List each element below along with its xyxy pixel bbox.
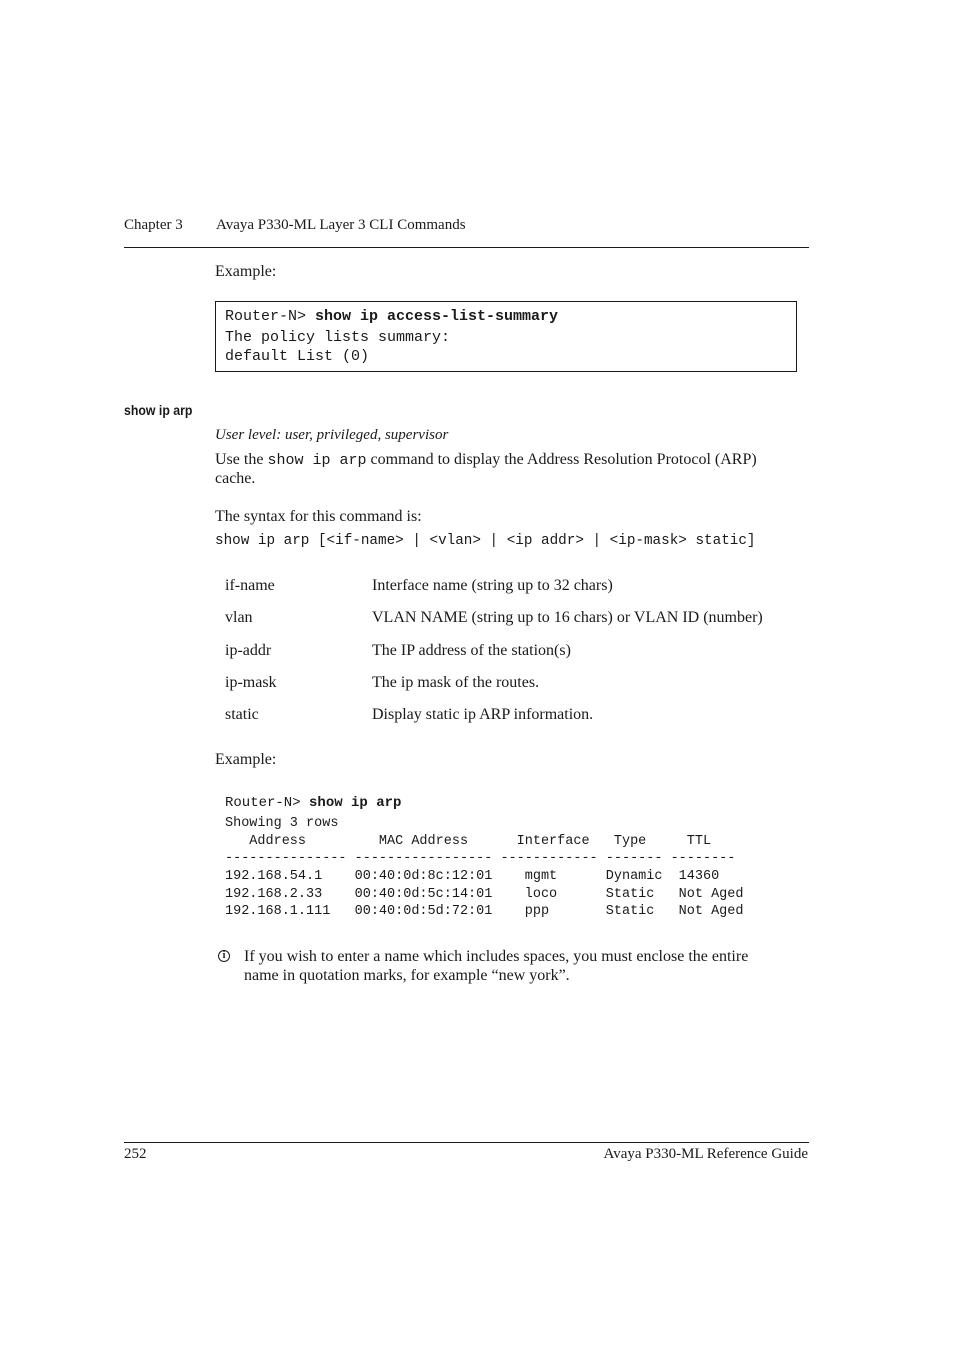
arp-command-line [225, 795, 401, 811]
arp-output-row: 192.168.54.1 00:40:0d:8c:12:01 mgmt Dynamic 14360 [225, 869, 720, 884]
param-name: ip-mask [225, 674, 277, 691]
header-rule [124, 247, 809, 248]
note-line1: If you wish to enter a name which includes spaces, you must enclose the entire [244, 948, 749, 965]
code-prompt: Router-N> [225, 795, 310, 811]
code-command: show ip access-list-summary [315, 308, 559, 325]
user-level: User level: user, privileged, supervisor [215, 427, 449, 443]
description-line2: cache. [215, 470, 256, 487]
footer-rule [124, 1142, 809, 1143]
description-text: command to display the Address Resolution Protocol (ARP) [366, 451, 757, 468]
syntax-line: show ip arp [<if-name> | <vlan> | <ip addr> | <ip-mask> static] [215, 533, 756, 549]
code-line: The policy lists summary: [225, 329, 451, 346]
footer-title: Avaya P330-ML Reference Guide [603, 1146, 808, 1162]
arp-output-header: Address MAC Address Interface Type TTL [225, 834, 712, 849]
arp-output-row: 192.168.2.33 00:40:0d:5c:14:01 loco Static Not Aged [225, 887, 744, 902]
param-desc: The ip mask of the routes. [372, 674, 540, 691]
param-desc: Interface name (string up to 32 chars) [372, 577, 613, 594]
example-label: Example: [215, 263, 277, 280]
syntax-intro: The syntax for this command is: [215, 508, 422, 525]
inline-code: show ip arp [267, 452, 367, 469]
param-desc: The IP address of the station(s) [372, 642, 571, 659]
param-name: if-name [225, 577, 275, 594]
param-desc: VLAN NAME (string up to 16 chars) or VLAN ID (number) [372, 609, 763, 626]
example-label: Example: [215, 751, 277, 768]
info-icon: i [218, 950, 230, 962]
code-box [215, 301, 797, 372]
code-line [225, 308, 558, 325]
page-number: 252 [124, 1146, 147, 1162]
header-chapter: Chapter 3 [124, 217, 183, 233]
param-name: static [225, 706, 259, 723]
param-name: vlan [225, 609, 253, 626]
code-command: show ip arp [309, 795, 402, 811]
param-desc: Display static ip ARP information. [372, 706, 594, 723]
param-name: ip-addr [225, 642, 272, 659]
header-title: Avaya P330-ML Layer 3 CLI Commands [216, 217, 466, 233]
code-line: default List (0) [225, 348, 370, 365]
note-line2: name in quotation marks, for example “new york”. [244, 967, 570, 984]
arp-output-separator: --------------- ----------------- ------------ ------- -------- [225, 851, 736, 866]
section-heading: show ip arp [124, 402, 193, 418]
description [215, 450, 757, 470]
arp-output-row: 192.168.1.111 00:40:0d:5d:72:01 ppp Static Not Aged [225, 904, 744, 919]
arp-output-line: Showing 3 rows [225, 816, 339, 831]
code-prompt: Router-N> [225, 308, 316, 325]
description-text: Use the [215, 451, 268, 468]
